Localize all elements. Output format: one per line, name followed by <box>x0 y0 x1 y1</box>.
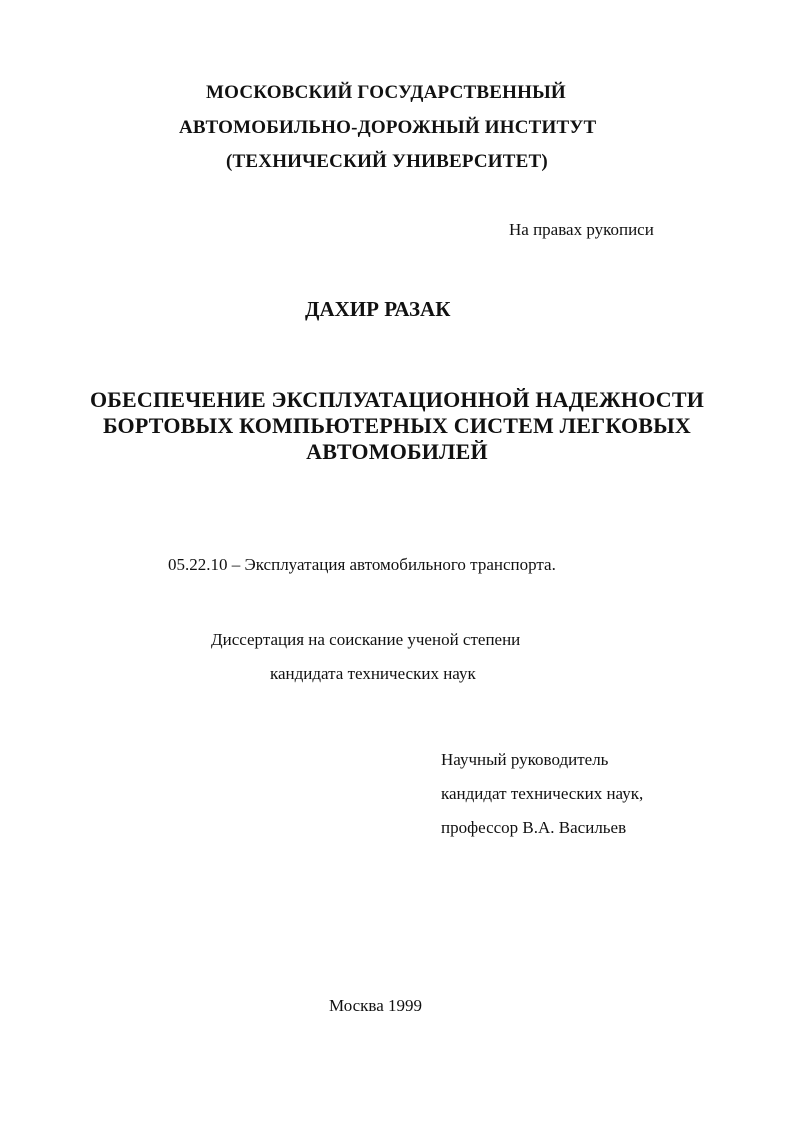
manuscript-note: На правах рукописи <box>509 220 654 239</box>
institution-line-3: (ТЕХНИЧЕСКИЙ УНИВЕРСИТЕТ) <box>226 151 548 172</box>
place-and-year: Москва 1999 <box>329 996 423 1015</box>
degree-line-1: Диссертация на соискание ученой степени <box>211 630 521 649</box>
supervisor-name: профессор В.А. Васильев <box>441 818 627 837</box>
institution-line-2: АВТОМОБИЛЬНО-ДОРОЖНЫЙ ИНСТИТУТ <box>179 117 597 138</box>
author-name: ДАХИР РАЗАК <box>305 297 451 321</box>
specialty-code: 05.22.10 – Эксплуатация автомобильного транспорта. <box>168 555 556 574</box>
thesis-title-line-1: ОБЕСПЕЧЕНИЕ ЭКСПЛУАТАЦИОННОЙ НАДЕЖНОСТИ <box>89 387 705 412</box>
thesis-title-line-3: АВТОМОБИЛЕЙ <box>306 439 488 464</box>
thesis-title-line-2: БОРТОВЫХ КОМПЬЮТЕРНЫХ СИСТЕМ ЛЕГКОВЫХ <box>102 413 692 438</box>
degree-line-2: кандидата технических наук <box>270 664 476 683</box>
supervisor-degree: кандидат технических наук, <box>441 784 644 803</box>
supervisor-role: Научный руководитель <box>441 750 609 769</box>
institution-line-1: МОСКОВСКИЙ ГОСУДАРСТВЕННЫЙ <box>206 82 566 103</box>
